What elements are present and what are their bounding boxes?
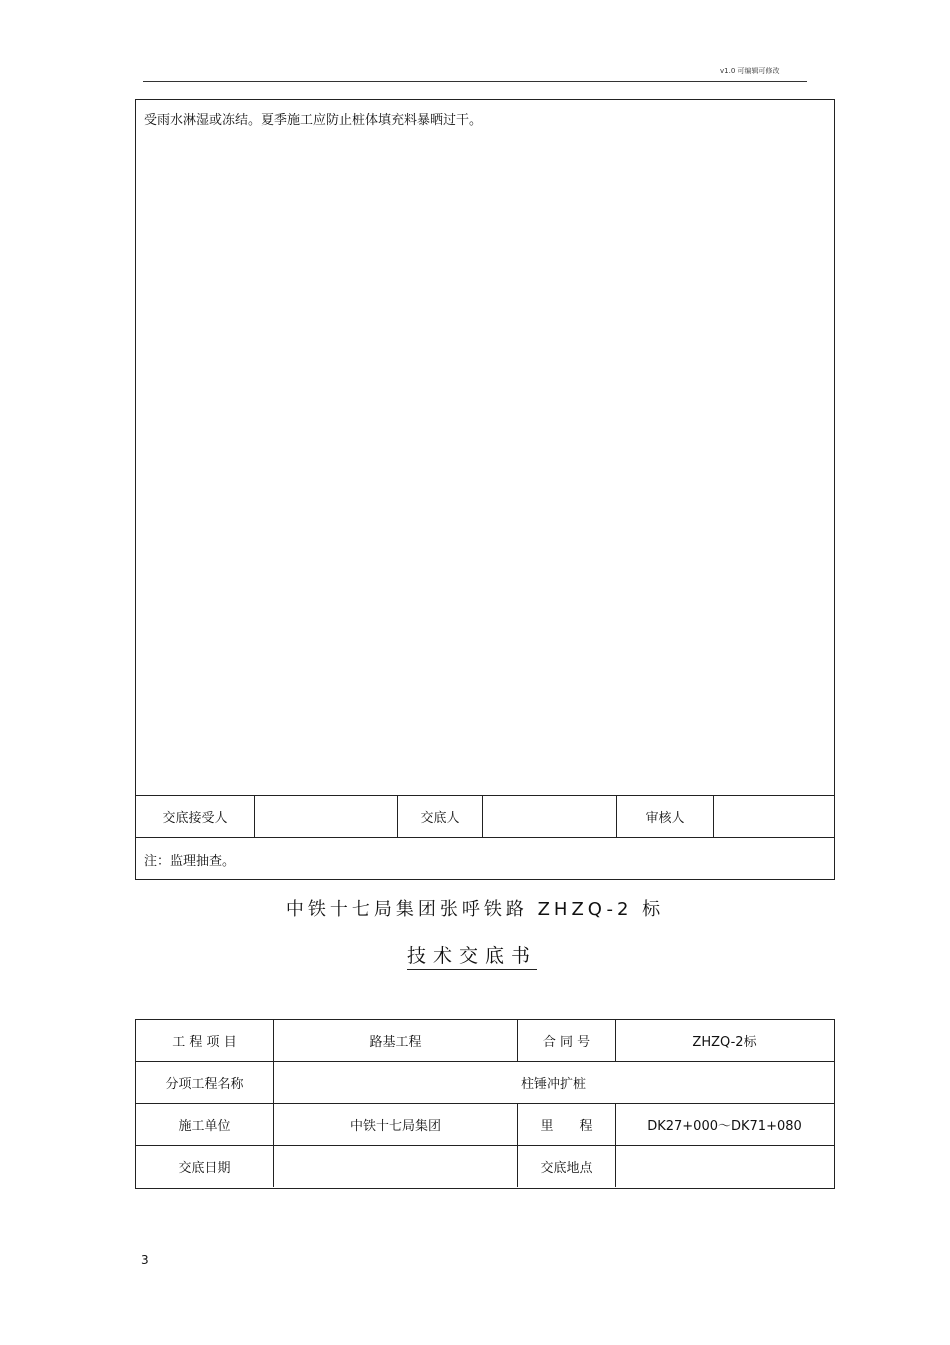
reviewer-label: 审核人 xyxy=(616,796,713,837)
document-title: 技术交底书 xyxy=(407,944,537,970)
giver-label: 交底人 xyxy=(397,796,482,837)
giver-value xyxy=(482,796,616,837)
header-version: v1.0 可编辑可修改 xyxy=(720,67,780,75)
sub-project-label: 分项工程名称 xyxy=(165,1077,244,1092)
project-label: 工 程 项 目 xyxy=(172,1035,237,1050)
contract-value: ZHZQ-2标 xyxy=(615,1020,833,1061)
receiver-label: 交底接受人 xyxy=(162,811,228,826)
mileage-label: 里 程 xyxy=(517,1104,615,1145)
table-row xyxy=(136,1104,834,1146)
table-row xyxy=(136,1020,834,1062)
unit-value: 中铁十七局集团 xyxy=(273,1104,517,1145)
reviewer-value xyxy=(713,796,833,837)
project-info-table xyxy=(135,1019,835,1189)
signature-row xyxy=(136,796,834,838)
company-title: 中铁十七局集团张呼铁路 ZHZQ-2 标 xyxy=(285,899,665,920)
header-rule xyxy=(143,81,807,82)
unit-label: 施工单位 xyxy=(178,1119,231,1134)
page-number: 3 xyxy=(141,1253,149,1267)
location-value xyxy=(615,1146,833,1187)
mileage-value: DK27+000～DK71+080 xyxy=(615,1104,833,1145)
project-value: 路基工程 xyxy=(273,1020,517,1061)
disclosure-content-table xyxy=(135,99,835,880)
note-text: 注：监理抽查。 xyxy=(144,854,236,869)
date-label: 交底日期 xyxy=(178,1161,231,1176)
receiver-value xyxy=(254,796,397,837)
table-row xyxy=(136,1062,834,1104)
sub-project-value: 柱锤冲扩桩 xyxy=(273,1062,833,1103)
content-text: 受雨水淋湿或冻结。夏季施工应防止桩体填充料暴晒过干。 xyxy=(144,113,483,128)
table-row xyxy=(136,1146,834,1187)
location-label: 交底地点 xyxy=(517,1146,615,1187)
contract-label: 合 同 号 xyxy=(517,1020,615,1061)
date-value xyxy=(273,1146,517,1187)
content-cell xyxy=(136,100,834,796)
